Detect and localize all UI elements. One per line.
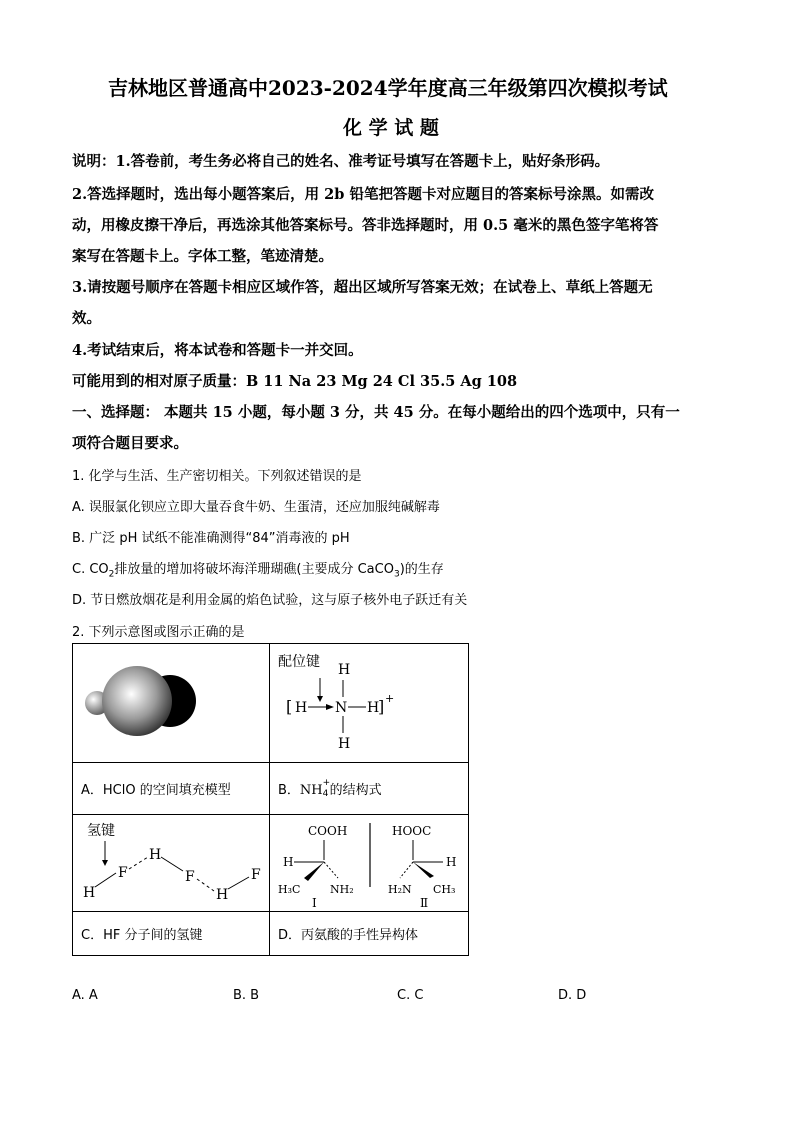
atomic-masses: 可能用到的相对原子质量：B 11 Na 23 Mg 24 Cl 35.5 Ag 108 [72,373,518,390]
exam-title: 吉林地区普通高中2023-2024学年度高三年级第四次模拟考试 [108,76,668,100]
cl-atom-sphere [102,666,172,736]
instruction-line: 说明：1.答卷前，考生务必将自己的姓名、准考证号填写在答题卡上，贴好条形码。 [72,153,610,170]
alanine-enantiomers [270,815,468,907]
cell-b-figure [270,644,469,763]
svg-text:氢键: 氢键 [87,823,115,839]
question-stem: 1. 化学与生活、生产密切相关。下列叙述错误的是 [72,469,362,484]
svg-text:N: N [335,700,348,716]
option-c: C. $CO_2$排放量的增加将破坏海洋珊瑚礁(主要成分 CaCO$_3$)的生存 [72,562,444,580]
cell-d-figure [270,815,469,912]
cell-b-label: B．NH + 4 的结构式 [270,763,469,815]
svg-text:H: H [367,700,380,716]
instruction-line: 3.请按题号顺序在答题卡相应区域作答，超出区域所写答案无效；在试卷上、草纸上答题无 [72,279,653,296]
ammonium-structure [270,644,468,758]
svg-text:HOOC: HOOC [392,824,432,838]
svg-text:H: H [338,662,351,678]
instruction-line: 效。 [72,310,101,327]
svg-text:COOH: COOH [308,824,348,838]
svg-text:F: F [251,867,261,883]
question-stem: 2. 下列示意图或图示正确的是 [72,625,245,640]
svg-text:H₂N: H₂N [388,883,412,896]
exam-subtitle: 化 学 试 题 [343,117,439,139]
instruction-line: 动，用橡皮擦干净后，再选涂其他答案标号。答非选择题时，用 0.5 毫米的黑色签字笔将答 [72,217,659,234]
svg-text:NH₂: NH₂ [330,883,354,896]
hclo-space-filling-model [73,644,269,758]
instruction-line: 案写在答题卡上。字体工整，笔迹清楚。 [72,248,333,265]
section-heading: 一、选择题： 本题共 15 小题，每小题 3 分，共 45 分。在每小题给出的四个选项中，只有一 [72,404,680,421]
svg-text:H: H [216,887,229,903]
svg-text:CH₃: CH₃ [433,883,456,896]
svg-text:H: H [295,700,308,716]
svg-text:+: + [385,692,395,705]
svg-text:]: ] [378,697,385,716]
svg-text:H: H [446,855,457,869]
cell-a-label: A．HClO 的空间填充模型 [73,763,270,815]
figure-table [72,643,469,956]
section-heading: 项符合题目要求。 [72,435,188,452]
answer-option-d: D. D [558,988,587,1003]
svg-text:Ⅱ: Ⅱ [420,896,429,907]
svg-text:F: F [118,865,128,881]
svg-text:H₃C: H₃C [278,883,301,896]
svg-text:[: [ [286,697,293,716]
instruction-line: 2.答选择题时，选出每小题答案后，用 2b 铅笔把答题卡对应题目的答案标号涂黑。如需改 [72,186,654,203]
option-d: D. 节日燃放烟花是利用金属的焰色试验，这与原子核外电子跃迁有关 [72,593,468,608]
svg-text:配位键: 配位键 [278,654,320,670]
answer-option-a: A. A [72,988,98,1003]
svg-text:H: H [283,855,294,869]
answer-option-b: B. B [233,988,260,1003]
instruction-line: 4.考试结束后，将本试卷和答题卡一并交回。 [72,342,363,359]
cell-d-label: D．丙氨酸的手性异构体 [270,912,469,956]
svg-text:F: F [185,869,195,885]
svg-text:H: H [83,885,96,901]
hf-hydrogen-bond [73,815,269,907]
cell-c-figure [73,815,270,912]
answer-option-c: C. C [397,988,424,1003]
cell-a-figure [73,644,270,763]
option-b: B. 广泛 pH 试纸不能准确测得“84”消毒液的 pH [72,531,350,546]
option-a: A. 误服氯化钡应立即大量吞食牛奶、生蛋清，还应加服纯碱解毒 [72,500,440,515]
svg-text:I: I [312,896,317,907]
svg-text:H: H [338,736,351,752]
svg-text:H: H [149,847,162,863]
cell-c-label: C．HF 分子间的氢键 [73,912,270,956]
